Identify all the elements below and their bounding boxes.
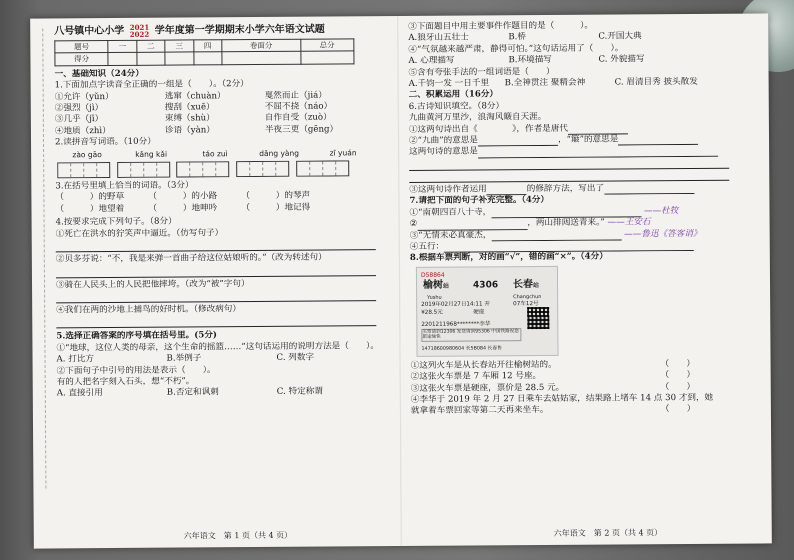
q4-2: ②贝多芬说：“不，我是来弹一首曲子给这位姑娘听的。”（改为转述句）: [55, 252, 327, 265]
ticket-class: 硬座: [473, 309, 485, 316]
page-fold: [397, 16, 403, 546]
q5-5: ⑤含有夸张手法的一组词语是（ ）: [408, 66, 555, 78]
q7-2: ② ，两山排闼送青来。” ——王安石: [409, 217, 651, 230]
q7-4: ④五行：: [410, 240, 740, 254]
q4-prompt: 4.按要求完成下列句子。（8分）: [55, 216, 177, 228]
answer-line[interactable]: [409, 169, 729, 183]
q8-4b: 就拿着车票回家等第二天再来坐车。 （ ）: [410, 404, 696, 417]
q5-4: ④“气氛越来越严肃，静得可怕。”这句话运用了（ ）。: [408, 43, 624, 55]
q4-1: ①死亡在洪水的狞笑声中逼近。（仿写句子）: [55, 227, 224, 240]
q4-4: ④我们在两的沙地上捕鸟的好时机。（修改病句）: [56, 304, 241, 316]
ticket-serial: D58864: [420, 271, 445, 279]
ticket-code: 14718600980604 长5B084 长春售: [421, 346, 502, 352]
answer-paren[interactable]: （ ）: [660, 404, 696, 415]
q6-3: 这两句诗的意思是: [409, 145, 739, 159]
q2-prompt: 2.读拼音写词语。（10分）: [54, 136, 156, 148]
q8-2: ②这张火车票是 7 车厢 12 号座。 （ ）: [410, 370, 696, 383]
q2-pinyin-row: zào gāo kǎng kǎi táo zuì dǎng yàng zī yuán: [72, 147, 357, 159]
q8-1: ①这列火车是从长春站开往榆树站的。 （ ）: [410, 358, 696, 371]
binding-margin: [34, 28, 46, 488]
section-2-title: 二、积累运用（16分）: [408, 89, 499, 101]
writing-grid[interactable]: [296, 160, 349, 176]
answer-line[interactable]: [618, 135, 698, 146]
exam-title: [54, 22, 390, 38]
page-right: [408, 20, 741, 418]
answer-line[interactable]: [604, 184, 694, 195]
q5-5-options: A.千钧一发 一日千里 B.全神贯注 聚精会神 C. 眉清目秀 披头散发: [408, 76, 698, 89]
school-name: 八号镇中心小学: [54, 25, 125, 37]
answer-line[interactable]: [56, 289, 376, 303]
school-year: 2021 2022: [129, 22, 150, 39]
q4-3: ③骑在人民头上的人民把他摔垮。（改为“被”字句）: [55, 278, 250, 290]
ticket-date: 2019年02月27日14:11 开: [421, 301, 490, 308]
page-2-footer: 六年语文 第 2 页（共 4 页）: [553, 528, 663, 538]
ticket-train-no: 4306: [472, 280, 499, 291]
writing-grid[interactable]: [117, 162, 170, 178]
exam-paper: [30, 13, 772, 548]
ticket-from-pinyin: Yushu: [427, 294, 442, 301]
q3-row-2: （ ）地望着 （ ）地呻吟 （ ）地记得: [55, 202, 311, 215]
answer-line[interactable]: [56, 314, 376, 328]
q5-3: ③下面题目中用主要事件作题目的是（ ）。: [408, 20, 594, 32]
writing-grid[interactable]: [57, 162, 110, 178]
title-rest: 学年度第一学期期末小学六年语文试题: [154, 24, 325, 37]
q7-1: ①“南朝四百八十寺， ——杜牧: [409, 205, 679, 218]
q7-3: ③“无情未必真豪杰， ——鲁迅《答客诮》: [409, 228, 702, 241]
answer-line[interactable]: [478, 136, 558, 147]
score-table: 题号 一 二 三 四 卷面分 总分 得分: [54, 38, 354, 66]
q8-prompt: 8.根据车票判断，对的画“√”，错的画“×”。（4分）: [409, 251, 608, 264]
q1-prompt: 1.下面加点字读音全正确的一组是（ ）。（2分）: [54, 79, 249, 91]
answer-line[interactable]: [568, 124, 628, 134]
q5-3-options: A.狼牙山五壮士 B.桥 C.开国大典: [408, 31, 642, 44]
answer-line[interactable]: [56, 264, 376, 278]
qr-code-icon: [527, 307, 549, 329]
q5-2-options: A. 直接引用 B.否定和讽刺 C. 特定称谓: [56, 386, 323, 399]
q8-4: ④李华于 2019 年 2 月 27 日乘车去姑姑家，结果路上堵车 14 点 30 才到，她: [410, 392, 714, 405]
answer-line[interactable]: [56, 238, 376, 252]
q5-2: ②下面句子中引号的用法是表示（ ）。: [56, 364, 216, 376]
q3-prompt: 3.在括号里填上恰当的词语。（3分）: [55, 180, 194, 192]
section-1-title: 一、基础知识（24分）: [54, 68, 144, 80]
q6-1: ①这两句诗出自《 》，作者是唐代: [409, 122, 739, 136]
ticket-to: 长春站: [512, 278, 540, 290]
q5-4-options: A. 心理描写 B.环境描写 C. 外貌描写: [408, 54, 645, 67]
ticket-seat: 07车12号: [513, 300, 539, 307]
poem-line: 九曲黄河万里沙，浪淘风簸自天涯。: [408, 112, 547, 124]
page-left: [54, 22, 393, 400]
answer-paren[interactable]: （ ）: [660, 358, 696, 369]
q6-4: ③这两句诗作者运用 的修辞方法，写出了: [409, 183, 739, 197]
q5-prompt: 5.选择正确答案的序号填在括号里。(5分): [56, 330, 218, 342]
answer-line[interactable]: [417, 220, 527, 231]
ticket-from: 榆树站: [422, 279, 450, 291]
q5-1-options: A. 打比方 B.举例子 C. 列数字: [56, 352, 315, 365]
q3-row-1: （ ）的野草 （ ）的小路 （ ）的琴声: [55, 191, 311, 203]
ticket-passenger-id: 2201211968********李华: [421, 321, 491, 328]
q1-options: ①允许（yǔn） 逃窜（chuàn） 戛然而止（jiá） ②强烈（jì） 搜刮（xuē） 不屈不挠（náo） ③几乎（jī） 束缚（shù） 自作自受（zuò） ④地质（zhì） 诊语（yàn） 半夜三更（gēng）: [54, 90, 339, 137]
answer-paren[interactable]: （ ）: [660, 370, 696, 381]
q5-1: ①“地球，这位人类的母亲，这个生命的摇篮……”这句话运用的说明方法是（ ）。: [56, 340, 379, 354]
q6-prompt: 6.古诗知识填空。（8分）: [408, 101, 505, 112]
q2-writing-grids: [57, 160, 391, 178]
q7-prompt: 7.请把下面的句子补充完整。（4分）: [409, 195, 550, 207]
q6-2: ②“九曲”的意思是 ，“簸”的意思是: [409, 134, 739, 148]
writing-grid[interactable]: [236, 161, 289, 177]
ticket-notice: 买票请到12306 发货请到95306 中国铁路祝您旅途愉快: [421, 328, 521, 342]
train-ticket-image: [416, 266, 559, 357]
answer-line[interactable]: [487, 185, 527, 195]
page-1-footer: 六年语文 第 1 页（共 4 页）: [183, 530, 293, 541]
writing-grid[interactable]: [177, 161, 230, 177]
answer-paren[interactable]: （ ）: [660, 381, 696, 392]
ticket-to-pinyin: Changchun: [513, 293, 542, 300]
ticket-price: ¥28.5元: [421, 309, 443, 316]
q8-3: ③这张火车票是硬座，票价是 28.5 元。 （ ）: [410, 381, 696, 394]
q5-2-sentence: 有的人把名字刻入石头，想“不朽”。: [56, 376, 195, 388]
